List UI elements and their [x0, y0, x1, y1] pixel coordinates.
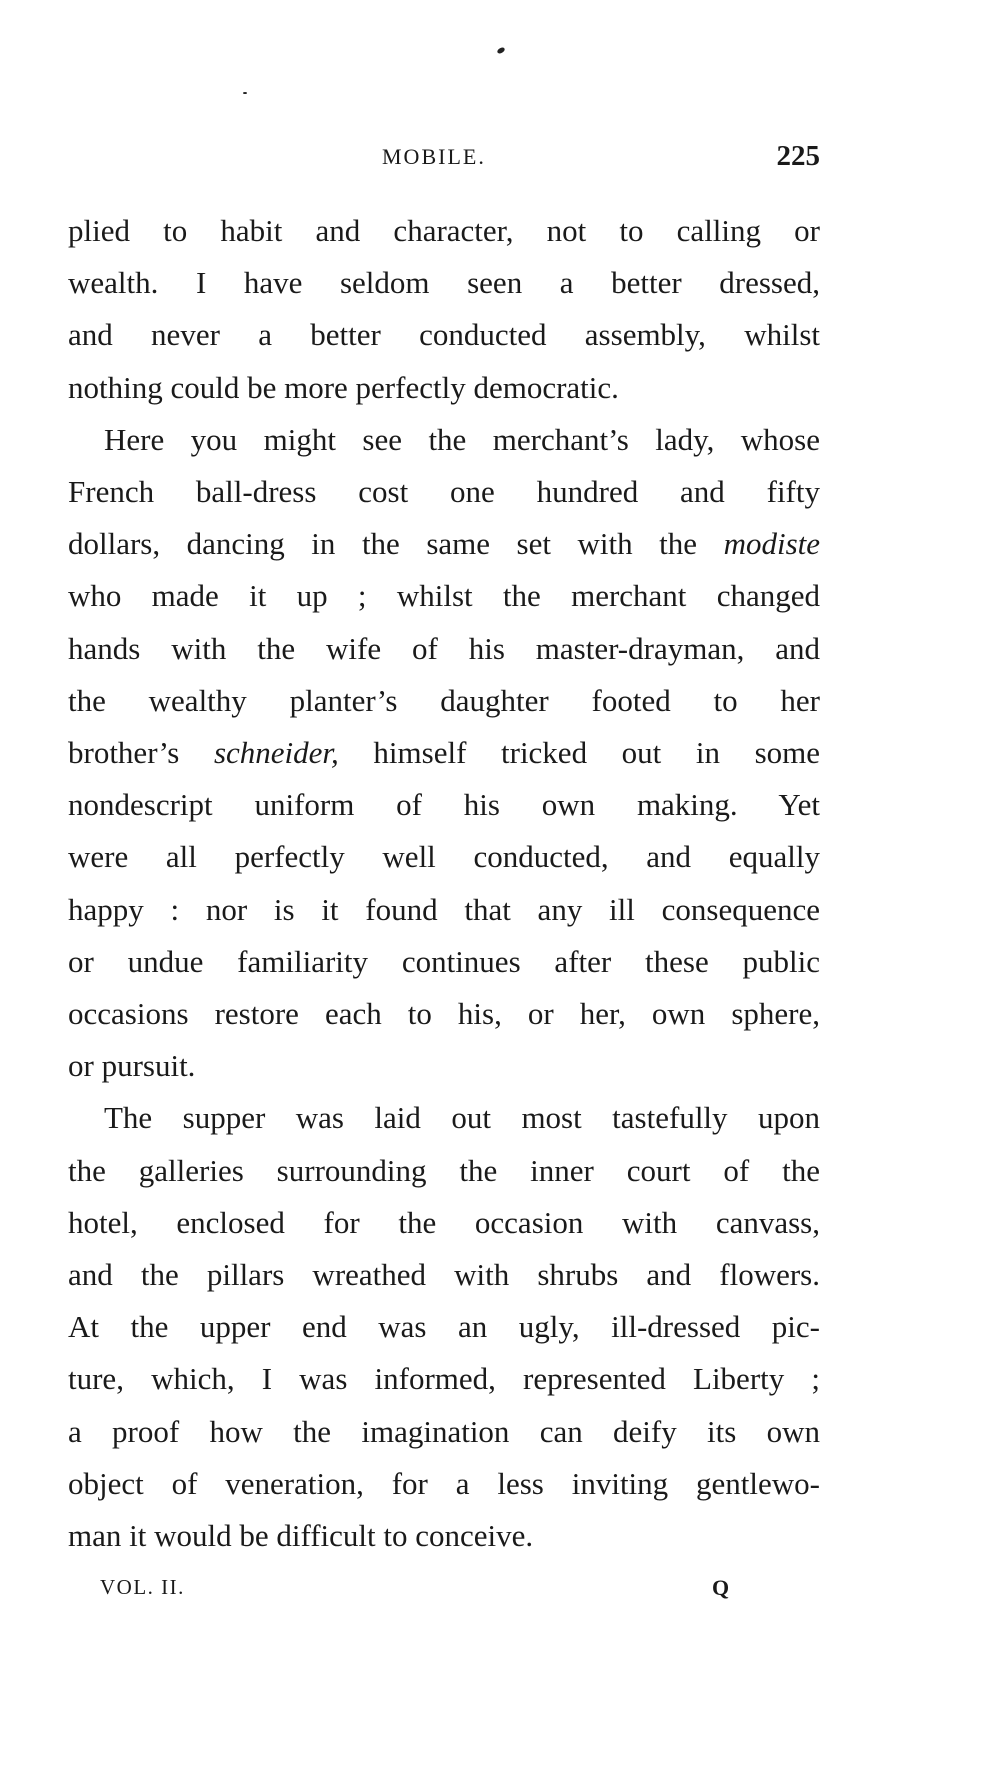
- text-line: a proof how the imagination can deify its own: [68, 1413, 820, 1449]
- text-line: and the pillars wreathed with shrubs and flowers.: [68, 1257, 820, 1293]
- text-line: The supper was laid out most tastefully upon: [104, 1100, 820, 1136]
- text-line: nondescript uniform of his own making. Yet: [68, 787, 820, 823]
- text-line: or pursuit.: [68, 1048, 196, 1084]
- page-footer: [100, 1575, 740, 1615]
- ink-speck: [243, 92, 247, 94]
- volume-signature: VOL. II.: [100, 1575, 185, 1599]
- text-line: wealth. I have seldom seen a better dressed,: [68, 265, 820, 301]
- body-text: [68, 205, 820, 1562]
- text-line: French ball-dress cost one hundred and fifty: [68, 474, 820, 510]
- paragraph-3: [68, 1092, 820, 1562]
- text-line: nothing could be more perfectly democratic.: [68, 369, 619, 405]
- text-line: happy : nor is it found that any ill consequence: [68, 891, 820, 927]
- text-line: Here you might see the merchant’s lady, whose: [104, 421, 820, 457]
- running-title: MOBILE.: [382, 144, 486, 169]
- text-line: were all perfectly well conducted, and equally: [68, 839, 820, 875]
- text-line: who made it up ; whilst the merchant changed: [68, 578, 820, 614]
- text-line: [68, 518, 820, 570]
- text-segment: himself tricked out in some: [373, 735, 821, 771]
- text-line: hotel, enclosed for the occasion with canvass,: [68, 1204, 820, 1240]
- paragraph-2: [68, 414, 820, 1093]
- italic-word: schneider,: [213, 735, 339, 771]
- text-line: or undue familiarity continues after these public: [68, 943, 820, 979]
- text-line: man it would be difficult to conceive.: [68, 1518, 534, 1554]
- text-line: occasions restore each to his, or her, own sphere,: [68, 996, 820, 1032]
- signature-mark: Q: [712, 1575, 730, 1600]
- text-segment: dollars, dancing in the same set with the: [68, 526, 698, 562]
- text-line: the galleries surrounding the inner court of the: [68, 1152, 820, 1188]
- italic-word: modiste: [723, 526, 821, 562]
- paragraph-1: [68, 205, 820, 414]
- text-line: At the upper end was an ugly, ill-dressed pic-: [68, 1309, 820, 1345]
- text-line: ture, which, I was informed, represented Liberty ;: [68, 1361, 820, 1397]
- page-header: [68, 140, 820, 180]
- text-line: plied to habit and character, not to calling or: [68, 213, 820, 248]
- text-line: the wealthy planter’s daughter footed to her: [68, 682, 820, 718]
- text-line: and never a better conducted assembly, whilst: [68, 317, 820, 353]
- ink-speck: [496, 46, 505, 54]
- text-line: object of veneration, for a less inviting gentlewo-: [68, 1465, 820, 1501]
- page-number: 225: [776, 140, 820, 172]
- text-line: [68, 727, 820, 779]
- text-line: hands with the wife of his master-drayman, and: [68, 630, 820, 666]
- text-segment: brother’s: [68, 735, 180, 771]
